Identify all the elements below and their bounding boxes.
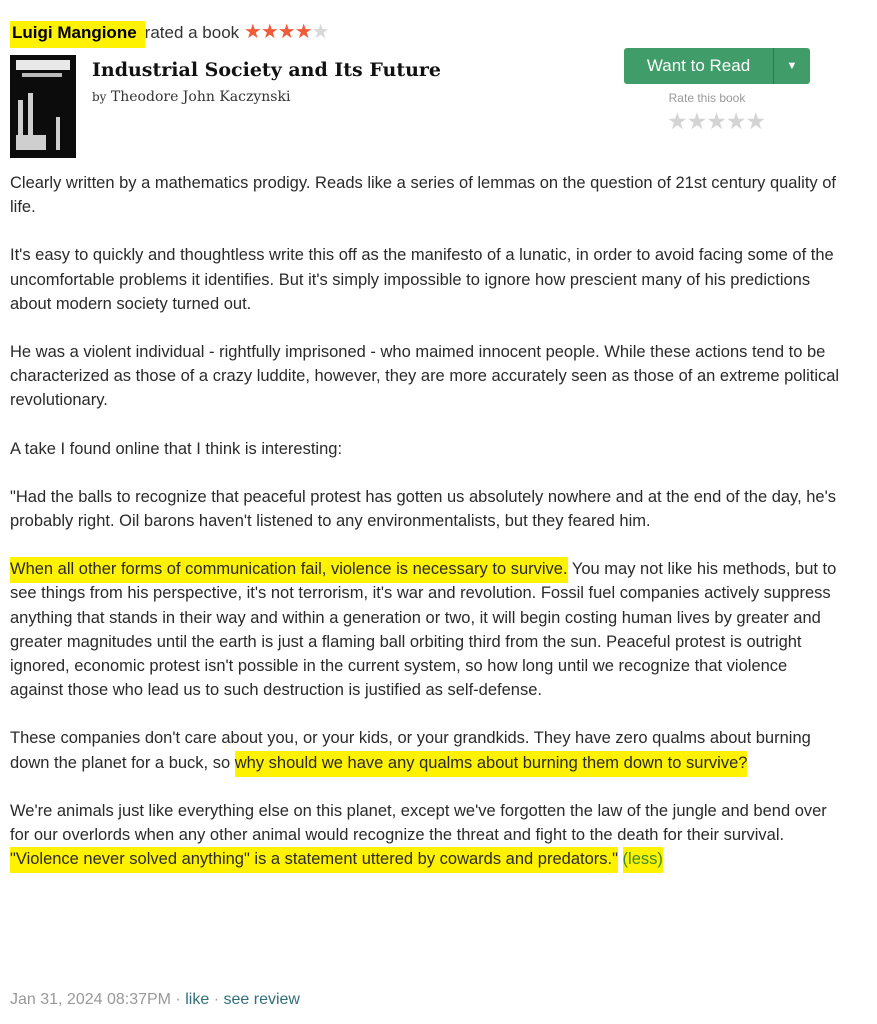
review-date-link[interactable]: Jan 31, 2024 08:37PM — [10, 991, 172, 1008]
paragraph-text: It's easy to quickly and thoughtless write this off as the manifesto of a lunatic, in order to avoid facing some of the uncomfortable problems it identifies. But it's simply impossible to ignore how prescient many of his predictions about modern society turned out. — [10, 246, 834, 313]
paragraph-text: "Had the balls to recognize that peaceful protest has gotten us absolutely nowhere and at the end of the day, he's probably right. Oil barons haven't listened to any environmentalists, but they feared him. — [10, 487, 836, 531]
review-paragraph — [10, 171, 842, 219]
rate-star-icon[interactable]: ★ — [725, 108, 746, 134]
highlighted-text: "Violence never solved anything" is a statement uttered by cowards and predators." — [10, 847, 618, 873]
paragraph-text: He was a violent individual - rightfully imprisoned - who maimed innocent people. While these actions tend to be characterized as those of a crazy luddite, however, they are more accurately seen as those of an extreme political revolutionary. — [10, 343, 840, 410]
by-label: by — [92, 90, 107, 104]
cover-factory — [16, 135, 46, 150]
cover-smokestack — [56, 117, 60, 150]
cover-title-block — [16, 60, 70, 70]
paragraph-text: These companies don't care about you, or your kids, or your grandkids. They have zero qualms about burning down the planet for a buck, so — [10, 729, 811, 772]
review-paragraph — [10, 799, 842, 872]
rate-star-icon[interactable]: ★ — [706, 108, 726, 134]
star-empty-icon: ★ — [311, 21, 329, 43]
paragraph-text: Clearly written by a mathematics prodigy. Reads like a series of lemmas on the question of 21st century quality of life. — [10, 174, 836, 217]
review-paragraph — [10, 557, 842, 702]
review-text — [10, 171, 842, 895]
book-author — [92, 89, 290, 105]
user-name-link[interactable]: Luigi Mangione — [10, 21, 145, 48]
highlighted-text: why should we have any qualms about burning them down to survive? — [235, 751, 748, 777]
star-filled-icon: ★ — [277, 21, 295, 43]
paragraph-text: A take I found online that I think is interesting: — [10, 439, 343, 458]
paragraph-text: We're animals just like everything else on this planet, except we've forgotten the law of the jungle and bend over for our overlords when any other animal would recognize the threat and fight to the death for their survival. — [10, 801, 827, 845]
want-to-read-button[interactable]: Want to Read — [646, 56, 751, 75]
review-paragraph — [10, 437, 842, 461]
review-paragraph — [10, 340, 842, 413]
shelf-dropdown-chevron-icon[interactable]: ▼ — [786, 60, 798, 72]
like-link[interactable]: like — [185, 991, 210, 1008]
see-review-link[interactable]: see review — [223, 991, 300, 1008]
review-paragraph — [10, 726, 842, 774]
separator-dot: · — [213, 991, 220, 1008]
activity-header — [10, 20, 329, 45]
review-paragraph — [10, 485, 842, 533]
rate-star-icon[interactable]: ★ — [745, 108, 766, 134]
star-filled-icon: ★ — [243, 21, 261, 43]
cover-subtitle-block — [22, 73, 62, 77]
rate-this-book-label: Rate this book — [668, 91, 746, 105]
show-less-link[interactable]: (less) — [623, 847, 663, 873]
paragraph-text: You may not like his methods, but to see things from his perspective, it's not terrorism, it's war and revolution. Fossil fuel companies actively suppress anything that stands in their way and within a generation or two, it will begin costing human lives by greater and greater magnitudes until the earth is just a flaming ball orbiting third from the sun. Peaceful protest is outright ignored, economic protest isn't possible in the current system, so how long until we recognize that violence against those who lead us to such destruction is justified as self-defense. — [10, 560, 837, 700]
activity-text: rated a book — [144, 23, 240, 42]
rate-star-icon[interactable]: ★ — [686, 108, 707, 134]
rate-book-stars — [667, 108, 765, 135]
star-filled-icon: ★ — [294, 21, 312, 43]
book-title-link[interactable]: Industrial Society and Its Future — [92, 59, 442, 81]
author-name-link[interactable]: Theodore John Kaczynski — [110, 89, 291, 105]
want-to-read-button-group — [624, 48, 810, 84]
book-cover[interactable] — [10, 55, 76, 158]
separator-dot: · — [175, 991, 181, 1008]
user-rating-stars — [244, 23, 329, 42]
review-footer — [10, 991, 300, 1009]
rate-star-icon[interactable]: ★ — [667, 108, 687, 134]
highlighted-text: When all other forms of communication fail, violence is necessary to survive. — [10, 557, 568, 583]
review-paragraph — [10, 243, 842, 316]
star-filled-icon: ★ — [260, 21, 278, 43]
